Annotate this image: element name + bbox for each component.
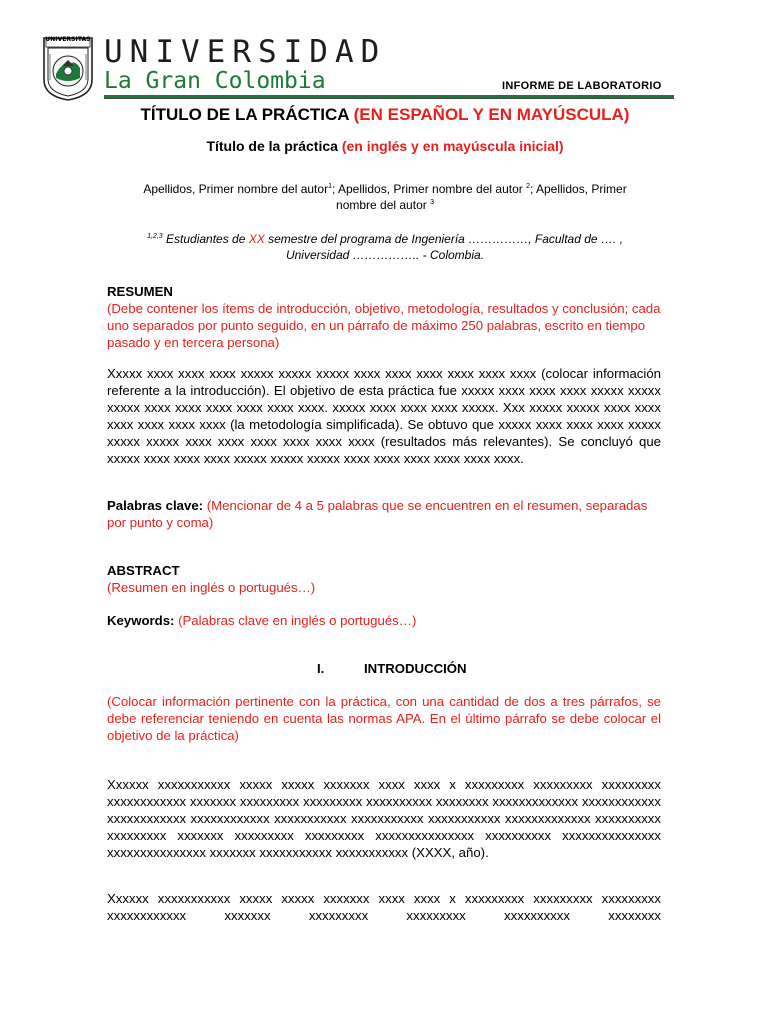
keywords-en-text: (Palabras clave en inglés o portugués…) [174, 613, 417, 628]
intro-paragraph-2: Xxxxxx xxxxxxxxxxx xxxxx xxxxx xxxxxxx xxxx xxxx x xxxxxxxxx xxxxxxxxx xxxxxxxxx xxxxxxxxxxxx xxxxxxx xxxxxxxxx xxxxxxxxx xxxxxxxxxx xxxxxxxx [107, 891, 661, 923]
seal-text: UNIVERSITAS [45, 37, 91, 43]
author-2: ; Apellidos, Primer nombre del autor [331, 182, 527, 196]
affiliation-part-1: Estudiantes de [162, 232, 249, 246]
keywords-es-colon: : [198, 498, 204, 513]
main-title-note: (EN ESPAÑOL Y EN MAYÚSCULA) [353, 105, 630, 124]
affiliation-semester: XX [248, 232, 265, 246]
authors [100, 181, 670, 213]
resumen-body: Xxxxx xxxx xxxx xxxx xxxxx xxxxx xxxxx xxxx xxxx xxxx xxxx xxxx xxxx (colocar información referente a la introducción). El objetivo de esta práctica fue xxxxx xxxx xxxx xxxx xxxxx xxxxx xxxxx xxxx xxxx xxxx xxxx xxxx xxxx. xxxxx xxxx xxxx xxxx xxxxx. Xxx xxxxx xxxxx xxxx xxxx xxxx xxxx xxxx xxxx (la metodología simplificada). Se obtuvo que xxxxx xxxx xxxx xxxx xxxxx xxxxx xxxxx xxxx xxxx xxxx xxxx xxxx xxxx (resultados más relevantes). Se concluyó que xxxxx xxxx xxxx xxxx xxxxx xxxxx xxxxx xxxx xxxx xxxx xxxx xxxx xxxx. [107, 366, 661, 466]
keywords-es-label: Palabras clave [107, 498, 199, 513]
document-header [0, 0, 768, 110]
author-1-sup: 1 [328, 183, 332, 190]
author-3-sup: 3 [430, 199, 434, 206]
subtitle-text: Título de la práctica [206, 138, 342, 154]
affiliation-part-2: semestre del programa de Ingeniería ……………, Facultad de …. , [264, 232, 623, 246]
intro-instructions: (Colocar información pertinente con la práctica, con una cantidad de dos a tres párrafos, se debe referenciar teniendo en cuenta las normas APA. En el último párrafo se debe colocar el objetivo de la práctica) [107, 694, 661, 743]
resumen-heading: RESUMEN [107, 284, 173, 299]
affiliation-sup: 1,2,3 [147, 233, 163, 240]
author-2-sup: 2 [526, 183, 530, 190]
section-number: I. [317, 661, 325, 676]
header-rule-dark [104, 98, 674, 99]
affiliation-line-2: Universidad …………….. - Colombia. [285, 248, 485, 262]
subtitle-note: (en inglés y en mayúscula inicial) [341, 138, 564, 154]
logo-name: La Gran Colombia [104, 68, 326, 94]
resumen-instructions: (Debe contener los ítems de introducción, objetivo, metodología, resultados y conclusión; cada uno separados por punto seguido, en un párrafo de máximo 250 palabras, escrito en tiempo pasado y en tercera persona) [107, 301, 661, 350]
affiliation [100, 231, 670, 263]
keywords-en-label: Keywords [107, 613, 171, 628]
main-title-text: TÍTULO DE LA PRÁCTICA [140, 105, 354, 124]
author-3: ; Apellidos, Primer [529, 182, 627, 196]
abstract-heading: ABSTRACT [107, 563, 180, 578]
keywords-en [107, 612, 661, 629]
intro-paragraph-1: Xxxxxx xxxxxxxxxxx xxxxx xxxxx xxxxxxx xxxx xxxx x xxxxxxxxx xxxxxxxxx xxxxxxxxx xxxxxxxxxxxx xxxxxxx xxxxxxxxx xxxxxxxxx xxxxxxxxxx xxxxxxxx xxxxxxxxxxxxx xxxxxxxxxxxx xxxxxxxxxxxx xxxxxxxxxxxx xxxxxxxxxxx xxxxxxxxxxx xxxxxxxxxxx xxxxxxxxxxxxx xxxxxxxxxx xxxxxxxxx xxxxxxx xxxxxxxxx xxxxxxxxx xxxxxxxxxxxxxxx xxxxxxxxxx xxxxxxxxxxxxxxx xxxxxxxxxxxxxxx xxxxxxx xxxxxxxxxxx xxxxxxxxxxx (XXXX, año). [107, 777, 661, 860]
logo-word: UNIVERSIDAD [104, 34, 387, 70]
keywords-es-text: (Mencionar de 4 a 5 palabras que se encuentren en el resumen, separadas por punto y coma) [107, 498, 648, 530]
section-heading: INTRODUCCIÓN [364, 661, 467, 676]
report-label: INFORME DE LABORATORIO [502, 80, 662, 92]
university-seal-icon [42, 36, 94, 102]
keywords-en-colon: : [170, 613, 175, 628]
subtitle [100, 137, 670, 155]
main-title [100, 104, 670, 126]
abstract-text: (Resumen en inglés o portugués…) [107, 580, 316, 595]
author-1: Apellidos, Primer nombre del autor [143, 182, 329, 196]
keywords-es [107, 497, 661, 531]
author-3-cont: nombre del autor [336, 198, 431, 212]
